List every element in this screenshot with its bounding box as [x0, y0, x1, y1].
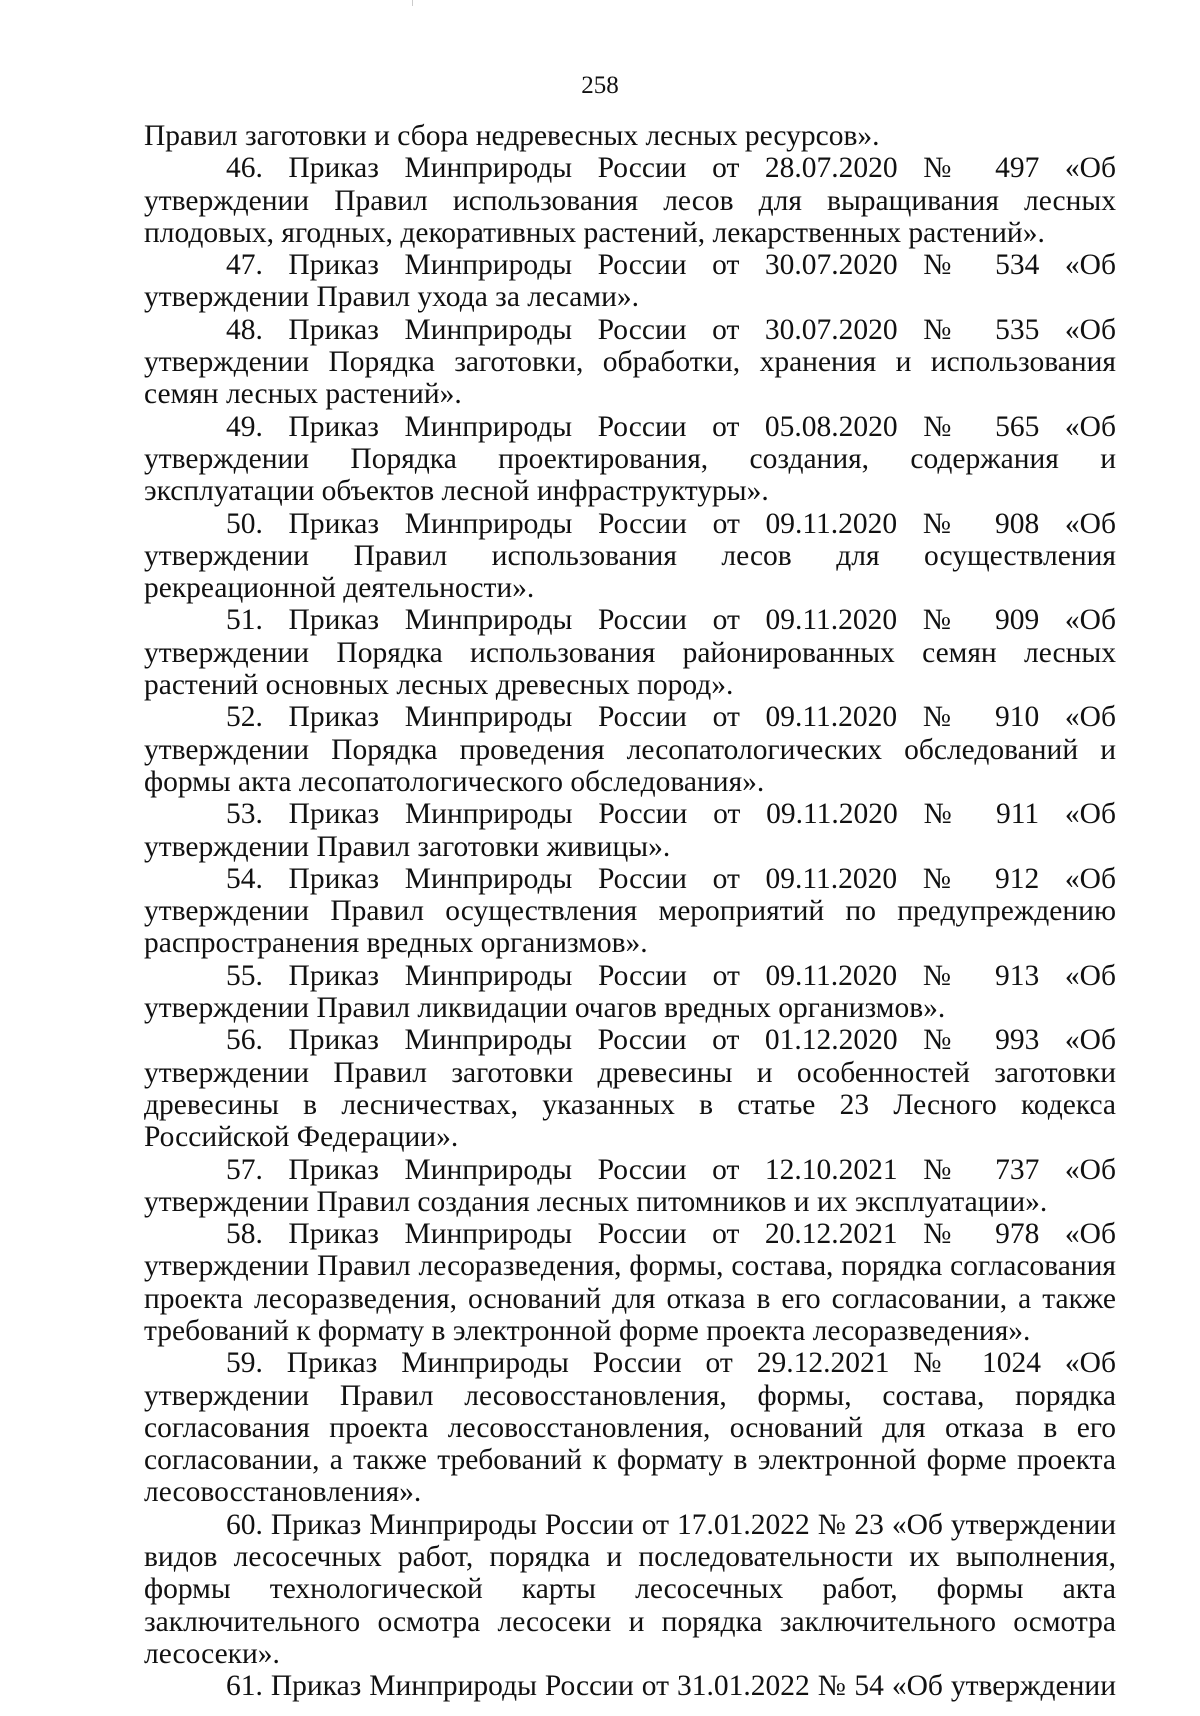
document-body — [144, 120, 1116, 1703]
page-number: 258 — [581, 72, 619, 99]
list-item-60: 60. Приказ Минприроды России от 17.01.2022 № 23 «Об утверждении видов лесосечных работ, порядка и последовательности их выполнения, формы технологической карты лесосечных работ, формы акта заключительного осмотра лесосеки и порядка заключительного осмотра лесосеки». — [144, 1508, 1116, 1670]
continuation-paragraph: Правил заготовки и сбора недревесных лесных ресурсов». — [144, 120, 880, 152]
list-item-46: 46. Приказ Минприроды России от 28.07.2020 № 497 «Об утверждении Правил использования лесов для выращивания лесных плодовых, ягодных, декоративных растений, лекарственных растений». — [144, 152, 1116, 249]
list-item-51: 51. Приказ Минприроды России от 09.11.2020 № 909 «Об утверждении Порядка использования районированных семян лесных растений основных лесных древесных пород». — [144, 604, 1116, 702]
list-item-57: 57. Приказ Минприроды России от 12.10.2021 № 737 «Об утверждении Правил создания лесных питомников и их эксплуатации». — [144, 1153, 1116, 1218]
list-item-58: 58. Приказ Минприроды России от 20.12.2021 № 978 «Об утверждении Правил лесоразведения, формы, состава, порядка согласования проекта лесоразведения, оснований для отказа в его согласовании, а также требований к формату в электронной форме проекта лесоразведения». — [144, 1218, 1116, 1347]
list-item-59: 59. Приказ Минприроды России от 29.12.2021 № 1024 «Об утверждении Правил лесовосстановления, формы, состава, порядка согласования проекта лесовосстановления, оснований для отказа в его согласовании, а также требований к формату в электронной форме проекта лесовосстановления». — [144, 1347, 1116, 1509]
list-item-54: 54. Приказ Минприроды России от 09.11.2020 № 912 «Об утверждении Правил осуществления мероприятий по предупреждению распространения вредных организмов». — [144, 862, 1116, 960]
list-item-49: 49. Приказ Минприроды России от 05.08.2020 № 565 «Об утверждении Порядка проектирования, создания, содержания и эксплуатации объектов лесной инфраструктуры». — [144, 410, 1116, 508]
list-item-61: 61. Приказ Минприроды России от 31.01.2022 № 54 «Об утверждении — [226, 1670, 1116, 1703]
list-item-47: 47. Приказ Минприроды России от 30.07.2020 № 534 «Об утверждении Правил ухода за лесами». — [144, 249, 1116, 314]
list-item-53: 53. Приказ Минприроды России от 09.11.2020 № 911 «Об утверждении Правил заготовки живицы». — [144, 798, 1116, 863]
scan-artifact — [412, 0, 413, 6]
list-item-55: 55. Приказ Минприроды России от 09.11.2020 № 913 «Об утверждении Правил ликвидации очагов вредных организмов». — [144, 959, 1116, 1025]
list-item-52: 52. Приказ Минприроды России от 09.11.2020 № 910 «Об утверждении Порядка проведения лесопатологических обследований и формы акта лесопатологического обследования». — [144, 701, 1116, 798]
list-item-48: 48. Приказ Минприроды России от 30.07.2020 № 535 «Об утверждении Порядка заготовки, обработки, хранения и использования семян лесных растений». — [144, 313, 1116, 411]
list-item-50: 50. Приказ Минприроды России от 09.11.2020 № 908 «Об утверждении Правил использования лесов для осуществления рекреационной деятельности». — [144, 507, 1116, 605]
list-item-56: 56. Приказ Минприроды России от 01.12.2020 № 993 «Об утверждении Правил заготовки древесины и особенностей заготовки древесины в лесничествах, указанных в статье 23 Лесного кодекса Российской Федерации». — [144, 1024, 1116, 1154]
